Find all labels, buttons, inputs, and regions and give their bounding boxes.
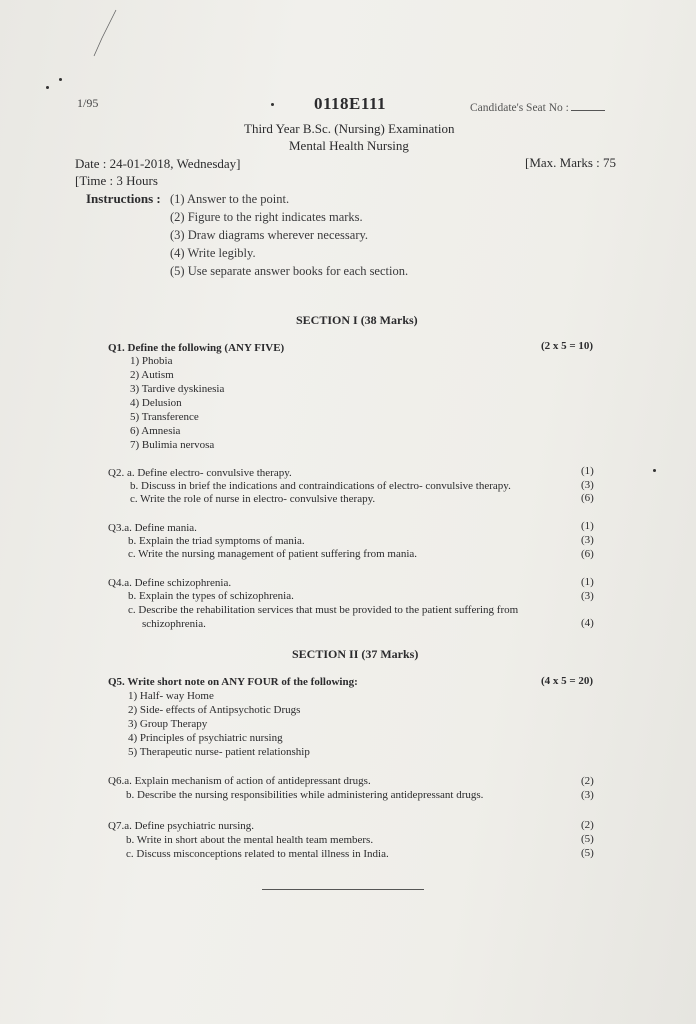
instruction-item: (3) Draw diagrams wherever necessary. — [170, 228, 369, 242]
question-4b: b. Explain the types of schizophrenia. — [128, 590, 294, 602]
end-of-paper-rule — [262, 889, 424, 890]
question-2a-marks: (1) — [581, 465, 594, 477]
seat-number-blank — [571, 101, 605, 111]
question-1-item: 3) Tardive dyskinesia — [130, 383, 225, 395]
question-7c-marks: (5) — [581, 847, 594, 859]
question-5-item: 5) Therapeutic nurse- patient relationship — [128, 746, 310, 758]
paper-code: 0118E111 — [314, 94, 387, 113]
question-3b-marks: (3) — [581, 534, 594, 546]
question-5-stem: Q5. Write short note on ANY FOUR of the following: — [108, 676, 358, 688]
max-marks: [Max. Marks : 75 — [525, 155, 616, 170]
question-5-marks: (4 x 5 = 20) — [541, 675, 594, 687]
question-7a-marks: (2) — [581, 819, 594, 831]
exam-date: Date : 24-01-2018, Wednesday] — [75, 156, 241, 171]
page-reference: 1/95 — [77, 96, 99, 110]
question-4b-marks: (3) — [581, 590, 594, 602]
seat-number-label: Candidate's Seat No : — [470, 101, 605, 114]
question-2b-marks: (3) — [581, 479, 594, 491]
ink-dot — [653, 469, 656, 472]
question-2b: b. Discuss in brief the indications and contraindications of electro- convulsive therapy. — [130, 480, 511, 492]
ink-dot — [59, 78, 62, 81]
question-5-item: 3) Group Therapy — [128, 718, 208, 730]
question-4c-continued: schizophrenia. — [142, 618, 206, 630]
question-1-item: 4) Delusion — [130, 397, 182, 409]
section-2-title: SECTION II (37 Marks) — [292, 647, 419, 661]
question-3a-marks: (1) — [581, 520, 594, 532]
question-1-stem: Q1. Define the following (ANY FIVE) — [108, 342, 285, 354]
subject-title: Mental Health Nursing — [289, 138, 409, 153]
question-6a: Q6.a. Explain mechanism of action of antidepressant drugs. — [108, 775, 371, 787]
question-2a: Q2. a. Define electro- convulsive therapy. — [108, 467, 292, 479]
instruction-item: (1) Answer to the point. — [170, 192, 290, 206]
question-7c: c. Discuss misconceptions related to mental illness in India. — [126, 848, 389, 860]
exam-duration: [Time : 3 Hours — [75, 173, 158, 188]
question-1-item: 7) Bulimia nervosa — [130, 439, 215, 451]
exam-title: Third Year B.Sc. (Nursing) Examination — [244, 121, 455, 136]
question-6b-marks: (3) — [581, 789, 594, 801]
question-6a-marks: (2) — [581, 775, 594, 787]
question-1-marks: (2 x 5 = 10) — [541, 340, 594, 352]
question-3a: Q3.a. Define mania. — [108, 522, 197, 534]
question-5-item: 4) Principles of psychiatric nursing — [128, 732, 283, 744]
instruction-item: (5) Use separate answer books for each section. — [170, 264, 409, 278]
question-1-item: 2) Autism — [130, 369, 174, 381]
question-2c-marks: (6) — [581, 492, 594, 504]
question-7b-marks: (5) — [581, 833, 594, 845]
question-5-item: 2) Side- effects of Antipsychotic Drugs — [128, 704, 301, 716]
instructions-label: Instructions : — [86, 191, 161, 206]
ink-dot — [46, 86, 49, 89]
question-1-item: 6) Amnesia — [130, 425, 181, 437]
question-4c-marks: (4) — [581, 617, 594, 629]
question-4c: c. Describe the rehabilitation services that must be provided to the patient suffering from — [128, 604, 519, 616]
pen-mark-icon — [88, 8, 118, 58]
instruction-item: (2) Figure to the right indicates marks. — [170, 210, 363, 224]
question-2c: c. Write the role of nurse in electro- convulsive therapy. — [130, 493, 376, 505]
question-1-item: 5) Transference — [130, 411, 199, 423]
ink-dot — [271, 103, 274, 106]
question-7b: b. Write in short about the mental health team members. — [126, 834, 374, 846]
question-3c: c. Write the nursing management of patient suffering from mania. — [128, 548, 418, 560]
question-3b: b. Explain the triad symptoms of mania. — [128, 535, 305, 547]
question-7a: Q7.a. Define psychiatric nursing. — [108, 820, 255, 832]
question-6b: b. Describe the nursing responsibilities while administering antidepressant drugs. — [126, 789, 484, 801]
instruction-item: (4) Write legibly. — [170, 246, 256, 260]
question-1-item: 1) Phobia — [130, 355, 173, 367]
question-4a: Q4.a. Define schizophrenia. — [108, 577, 232, 589]
section-1-title: SECTION I (38 Marks) — [296, 313, 418, 327]
question-5-item: 1) Half- way Home — [128, 690, 214, 702]
question-3c-marks: (6) — [581, 548, 594, 560]
question-4a-marks: (1) — [581, 576, 594, 588]
